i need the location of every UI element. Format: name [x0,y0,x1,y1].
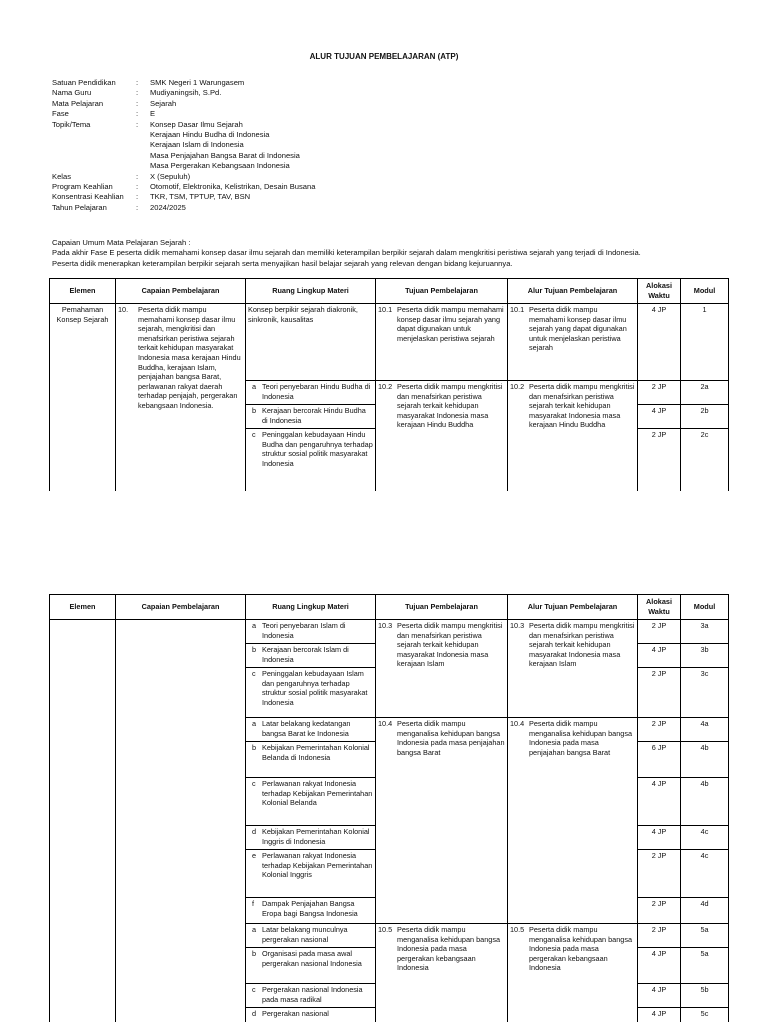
identity-row: Satuan Pendidikan : SMK Negeri 1 Warungasem [52,78,245,87]
identity-value: Sejarah [150,98,177,108]
waktu-cell: 4 JP [638,1008,681,1022]
atp-cell [508,620,638,718]
identity-row: Fase : E [52,109,156,119]
tp-text: Peserta didik mampu mengkritisi dan menafsirkan peristiwa sejarah terkait kehidupan masyarakat Indonesia masa kerajaan Islam [397,621,503,669]
cp-number: 10. [118,305,129,314]
header-elemen: Elemen [50,595,116,620]
document-title: ALUR TUJUAN PEMBELAJARAN (ATP) [309,52,459,61]
cp-text: Peserta didik mampu memahami konsep dasar ilmu sejarah, mengkritisi dan menafsirkan peristiwa sejarah terkait kehidupan masyarakat Indonesia masa kerajaan Hindu Buddha, kerajaan Islam, penjajahan bangsa Barat, perlawanan rakyat daerah terhadap penjajah, pergerakan kebangsaan Indonesia. [138,305,241,410]
materi-cell [246,742,376,778]
waktu-cell: 4 JP [638,948,681,984]
capaian-heading: Capaian Umum Mata Pelajaran Sejarah : [52,238,191,247]
modul-cell: 3a [681,620,729,644]
modul-cell: 5a [681,924,729,948]
header-elemen: Elemen [50,279,116,304]
tp-text: Peserta didik mampu memahami konsep dasar ilmu sejarah yang dapat digunakan untuk menjelaskan peristiwa sejarah [397,305,504,343]
modul-cell: 4c [681,850,729,898]
atp-cell [508,718,638,924]
materi-cell [246,644,376,668]
atp-cell [508,924,638,1022]
materi-letter: a [252,382,257,391]
modul-cell: 4b [681,778,729,826]
table-header-row [50,279,729,304]
tp-number: 10.4 [378,719,393,728]
waktu-cell: 2 JP [638,668,681,718]
capaian-line: Peserta didik menerapkan keterampilan berpikir sejarah serta menyajikan hasil belajar sejarah yang relevan dengan bidang kejuruannya. [52,258,513,268]
modul-cell: 3c [681,668,729,718]
identity-value: Masa Penjajahan Bangsa Barat di Indonesia [150,150,300,160]
materi-letter: b [252,645,257,654]
tp-cell [376,718,508,924]
tp-number: 10.2 [378,382,393,391]
tp-cell [376,381,508,491]
materi-cell [246,948,376,984]
materi-text: Pergerakan nasional Indonesia pada masa radikal [262,985,363,1004]
materi-letter: e [252,851,257,860]
identity-key: Tahun Pelajaran [52,202,107,212]
identity-block [52,78,315,213]
materi-letter: c [252,430,256,439]
identity-key: Topik/Tema [52,119,91,129]
table-header-row [50,595,729,620]
materi-text: Kebijakan Pemerintahan Kolonial Belanda di Indonesia [262,743,370,762]
materi-text: Kebijakan Pemerintahan Kolonial Inggris di Indonesia [262,827,370,846]
header-capaian: Capaian Pembelajaran [116,279,246,304]
materi-text: Latar belakang munculnya pergerakan nasional [262,925,348,944]
identity-value: Kerajaan Hindu Budha di Indonesia [150,130,270,140]
identity-value: Konsep Dasar Ilmu Sejarah [150,119,243,129]
materi-letter: d [252,1009,257,1018]
materi-text: Peninggalan kebudayaan Islam dan pengaruhnya terhadap struktur sosial politik masyarakat Indonesia [262,669,368,707]
waktu-cell: 2 JP [638,924,681,948]
header-alur: Alur Tujuan Pembelajaran [508,595,638,620]
waktu-cell: 2 JP [638,381,681,405]
identity-row: Topik/Tema : Konsep Dasar Ilmu Sejarah [52,119,243,129]
waktu-cell: 4 JP [638,826,681,850]
identity-key: Mata Pelajaran [52,98,104,108]
waktu-cell: 6 JP [638,742,681,778]
atp-table-2 [49,594,729,1022]
materi-cell [246,620,376,644]
materi-letter: a [252,621,257,630]
header-tujuan: Tujuan Pembelajaran [376,279,508,304]
materi-cell [246,778,376,826]
identity-value: E [150,109,156,119]
atp-text: Peserta didik mampu memahami konsep dasar ilmu sejarah yang dapat digunakan untuk menjelaskan peristiwa sejarah [529,305,627,353]
waktu-cell: 2 JP [638,620,681,644]
modul-cell: 5a [681,948,729,984]
identity-row [52,161,315,171]
header-ruang: Ruang Lingkup Materi [246,279,376,304]
materi-letter: a [252,719,257,728]
identity-key: Konsentrasi Keahlian [52,192,124,202]
materi-letter: c [252,669,256,678]
tp-cell [376,924,508,1022]
materi-letter: a [252,925,257,934]
modul-cell: 4c [681,826,729,850]
modul-cell: 2c [681,429,729,491]
header-alokasi: Alokasi Waktu [638,595,681,620]
modul-cell: 2a [681,381,729,405]
materi-text: Kerajaan bercorak Islam di Indonesia [262,645,349,664]
materi-text: Pergerakan nasional [262,1009,329,1018]
identity-row [52,130,315,140]
materi-text: Latar belakang kedatangan bangsa Barat ke Indonesia [262,719,351,738]
header-tujuan: Tujuan Pembelajaran [376,595,508,620]
identity-value: Kerajaan Islam di Indonesia [150,140,244,150]
materi-cell [246,429,376,491]
identity-row: Kelas : X (Sepuluh) [52,171,191,181]
atp-cell [508,381,638,491]
identity-value: Mudiyaningsih, S.Pd. [150,88,222,98]
identity-row [52,140,315,150]
atp-text: Peserta didik mampu mengkritisi dan menafsirkan peristiwa sejarah terkait kehidupan masyarakat Indonesia masa kerajaan Hindu Buddha [529,382,635,430]
header-capaian: Capaian Pembelajaran [116,595,246,620]
modul-cell: 5c [681,1008,729,1022]
materi-text: Kerajaan bercorak Hindu Budha di Indonesia [262,406,366,425]
materi-cell [246,718,376,742]
waktu-cell: 4 JP [638,644,681,668]
modul-cell: 1 [681,304,729,381]
waktu-cell: 2 JP [638,718,681,742]
identity-key: Satuan Pendidikan [52,78,116,87]
materi-cell [246,1008,376,1022]
header-modul: Modul [681,595,729,620]
modul-cell: 5b [681,984,729,1008]
capaian-line: Pada akhir Fase E peserta didik memahami konsep dasar ilmu sejarah dan memiliki keterampilan berpikir sejarah dalam mengkritisi peristiwa sejarah yang terjadi di Indonesia. [52,248,641,258]
atp-number: 10.4 [510,719,525,728]
materi-cell [246,405,376,429]
elemen-cell: Pemahaman Konsep Sejarah [50,304,116,491]
identity-row [52,151,315,161]
waktu-cell: 4 JP [638,984,681,1008]
atp-table-1 [49,278,729,491]
identity-value: SMK Negeri 1 Warungasem [150,78,245,87]
identity-value: TKR, TSM, TPTUP, TAV, BSN [150,192,251,202]
materi-text: Perlawanan rakyat Indonesia terhadap Kebijakan Pemerintahan Kolonial Belanda [262,779,373,808]
materi-cell: Konsep berpikir sejarah diakronik, sinkronik, kausalitas [246,304,376,381]
header-modul: Modul [681,279,729,304]
identity-row: Tahun Pelajaran : 2024/2025 [52,202,186,212]
capaian-cell [116,620,246,1022]
identity-key: Nama Guru [52,88,92,98]
atp-number: 10.1 [510,305,525,314]
modul-cell: 4d [681,898,729,924]
waktu-cell: 2 JP [638,898,681,924]
materi-cell [246,826,376,850]
waktu-cell: 4 JP [638,304,681,381]
materi-text: Teori penyebaran Islam di Indonesia [262,621,346,640]
atp-cell [508,304,638,381]
materi-text: Dampak Penjajahan Bangsa Eropa bagi Bangsa Indonesia [262,899,358,918]
waktu-cell: 2 JP [638,429,681,491]
identity-value: Masa Pergerakan Kebangsaan Indonesia [150,161,290,171]
materi-letter: c [252,779,256,788]
identity-row: Konsentrasi Keahlian : TKR, TSM, TPTUP, TAV, BSN [52,192,251,202]
materi-letter: c [252,985,256,994]
materi-text: Perlawanan rakyat Indonesia terhadap Kebijakan Pemerintahan Kolonial Inggris [262,851,373,880]
identity-row: Program Keahlian : Otomotif, Elektronika, Kelistrikan, Desain Busana [52,182,316,192]
identity-row: Mata Pelajaran : Sejarah [52,98,177,108]
waktu-cell: 4 JP [638,778,681,826]
tp-text: Peserta didik mampu menganalisa kehidupan bangsa Indonesia pada masa penjajahan bangsa Barat [397,719,505,757]
identity-value: 2024/2025 [150,202,186,212]
materi-cell [246,898,376,924]
materi-text: Peninggalan kebudayaan Hindu Budha dan pengaruhnya terhadap struktur sosial politik masyarakat Indonesia [262,430,373,468]
modul-cell: 3b [681,644,729,668]
materi-letter: b [252,949,257,958]
table-row [50,620,729,644]
header-ruang: Ruang Lingkup Materi [246,595,376,620]
materi-letter: d [252,827,257,836]
atp-text: Peserta didik mampu menganalisa kehidupan bangsa Indonesia pada masa pergerakan kebangsaan Indonesia [529,925,633,973]
materi-letter: f [252,899,255,908]
identity-key: Kelas [52,171,71,181]
modul-cell: 2b [681,405,729,429]
table-row [50,304,729,381]
tp-number: 10.1 [378,305,393,314]
atp-number: 10.5 [510,925,525,934]
header-alokasi: Alokasi Waktu [638,279,681,304]
tp-text: Peserta didik mampu mengkritisi dan menafsirkan peristiwa sejarah terkait kehidupan masyarakat Indonesia masa kerajaan Hindu Buddha [397,382,503,430]
identity-value: Otomotif, Elektronika, Kelistrikan, Desain Busana [150,182,316,192]
elemen-cell [50,620,116,1022]
tp-cell [376,304,508,381]
materi-text: Organisasi pada masa awal pergerakan nasional Indonesia [262,949,362,968]
modul-cell: 4b [681,742,729,778]
materi-letter: b [252,406,257,415]
tp-text: Peserta didik mampu menganalisa kehidupan bangsa Indonesia pada masa pergerakan kebangsaan Indonesia [397,925,501,973]
identity-key: Fase [52,109,69,119]
materi-text: Teori penyebaran Hindu Budha di Indonesia [262,382,371,401]
materi-cell [246,924,376,948]
tp-cell [376,620,508,718]
waktu-cell: 4 JP [638,405,681,429]
materi-letter: b [252,743,257,752]
tp-number: 10.3 [378,621,393,630]
materi-cell [246,850,376,898]
waktu-cell: 2 JP [638,850,681,898]
identity-key: Program Keahlian [52,182,113,192]
identity-row: Nama Guru : Mudiyaningsih, S.Pd. [52,88,222,98]
capaian-umum [52,238,742,269]
atp-text: Peserta didik mampu menganalisa kehidupan bangsa Indonesia pada masa penjajahan bangsa Barat [529,719,633,757]
atp-number: 10.2 [510,382,525,391]
modul-cell: 4a [681,718,729,742]
identity-value: X (Sepuluh) [150,171,191,181]
materi-cell [246,668,376,718]
materi-cell [246,381,376,405]
tp-number: 10.5 [378,925,393,934]
atp-number: 10.3 [510,621,525,630]
atp-text: Peserta didik mampu mengkritisi dan menafsirkan peristiwa sejarah terkait kehidupan masyarakat Indonesia masa kerajaan Islam [529,621,635,669]
header-alur: Alur Tujuan Pembelajaran [508,279,638,304]
materi-cell [246,984,376,1008]
capaian-cell [116,304,246,491]
